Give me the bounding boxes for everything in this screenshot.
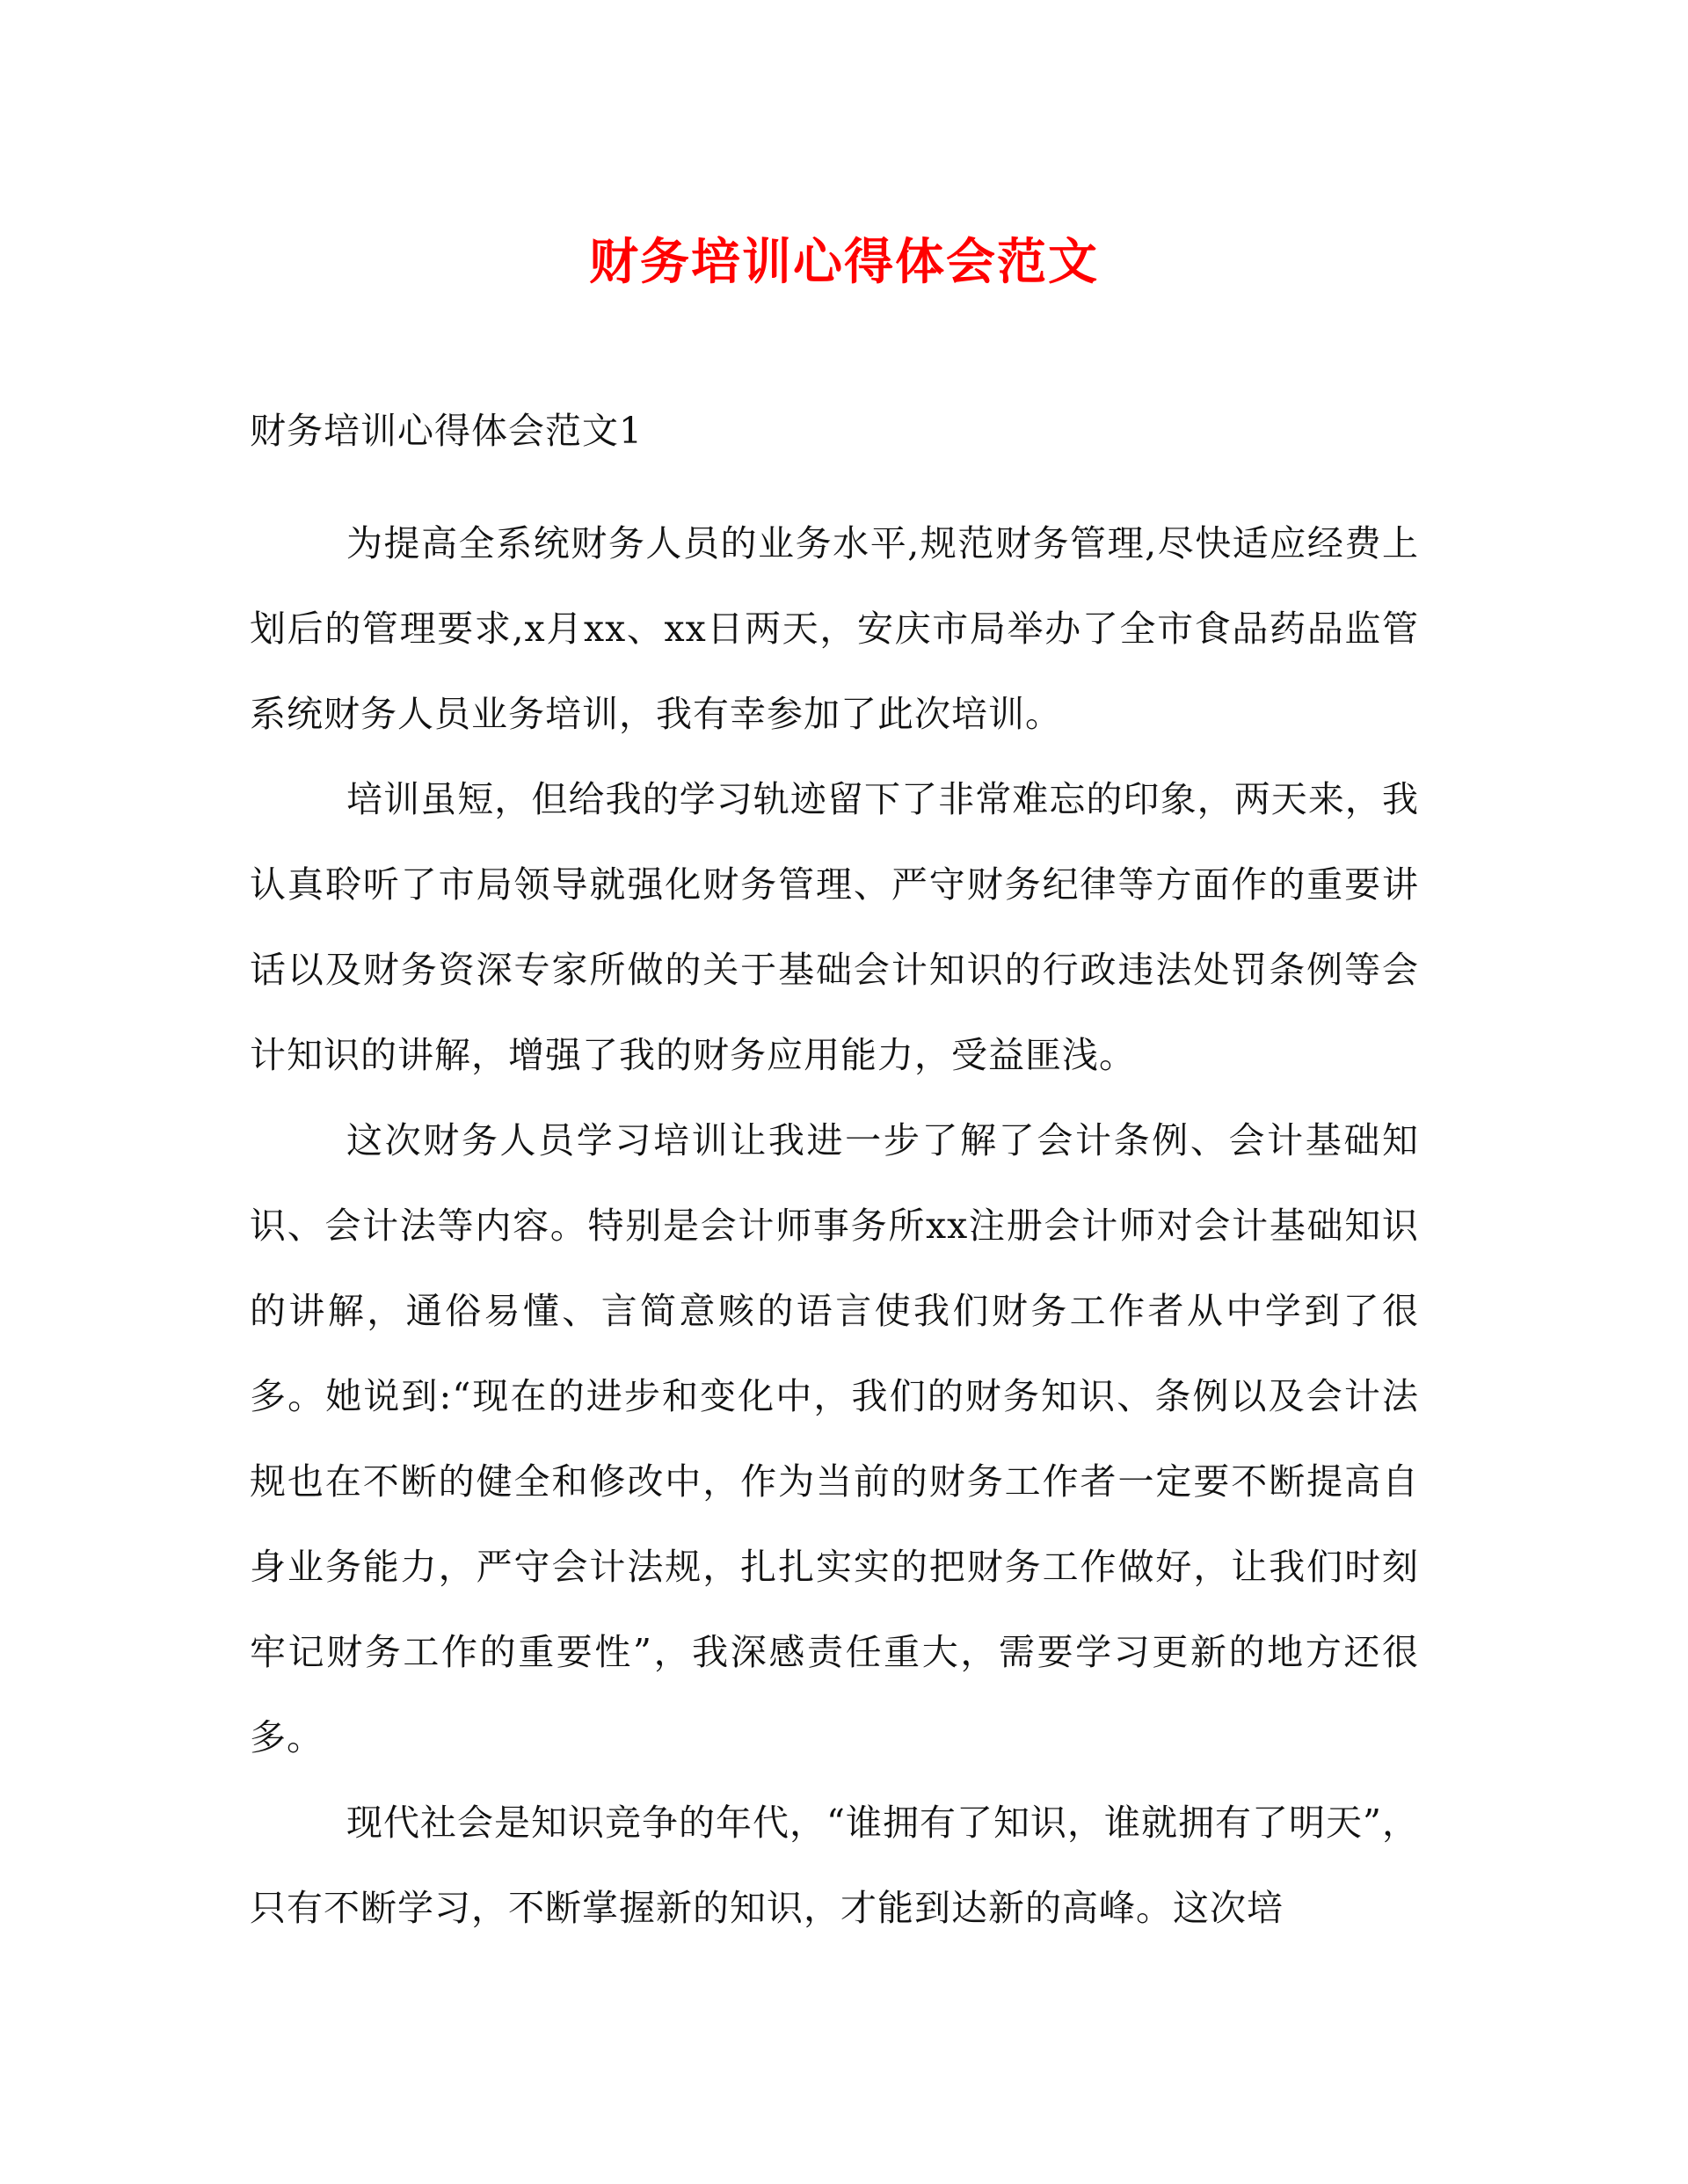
paragraph-1: 为提高全系统财务人员的业务水平,规范财务管理,尽快适应经费上划后的管理要求,x月xx、xx日两天，安庆市局举办了全市食品药品监管系统财务人员业务培训，我有幸参加了此次培训。 [250,522,1419,735]
paragraph-2: 培训虽短，但给我的学习轨迹留下了非常难忘的印象，两天来，我认真聆听了市局领导就强化财务管理、严守财务纪律等方面作的重要讲话以及财务资深专家所做的关于基础会计知识的行政违法处罚条例等会计知识的讲解，增强了我的财务应用能力，受益匪浅。 [250,778,1419,1076]
document-title: 财务培训心得体会范文 [589,233,1099,291]
document-body [250,387,1419,1951]
paragraph-3: 这次财务人员学习培训让我进一步了解了会计条例、会计基础知识、会计法等内容。特别是会计师事务所xx注册会计师对会计基础知识的讲解，通俗易懂、言简意赅的语言使我们财务工作者从中学到了很多。她说到:“现在的进步和变化中，我们的财务知识、条例以及会计法规也在不断的健全和修改中，作为当前的财务工作者一定要不断提高自身业务能力，严守会计法规，扎扎实实的把财务工作做好，让我们时刻牢记财务工作的重要性”，我深感责任重大，需要学习更新的地方还很多。 [250,1119,1419,1758]
paragraph-4: 现代社会是知识竞争的年代，“谁拥有了知识，谁就拥有了明天”，只有不断学习，不断掌握新的知识，才能到达新的高峰。这次培 [250,1802,1419,1929]
section-heading: 财务培训心得体会范文1 [250,410,644,452]
